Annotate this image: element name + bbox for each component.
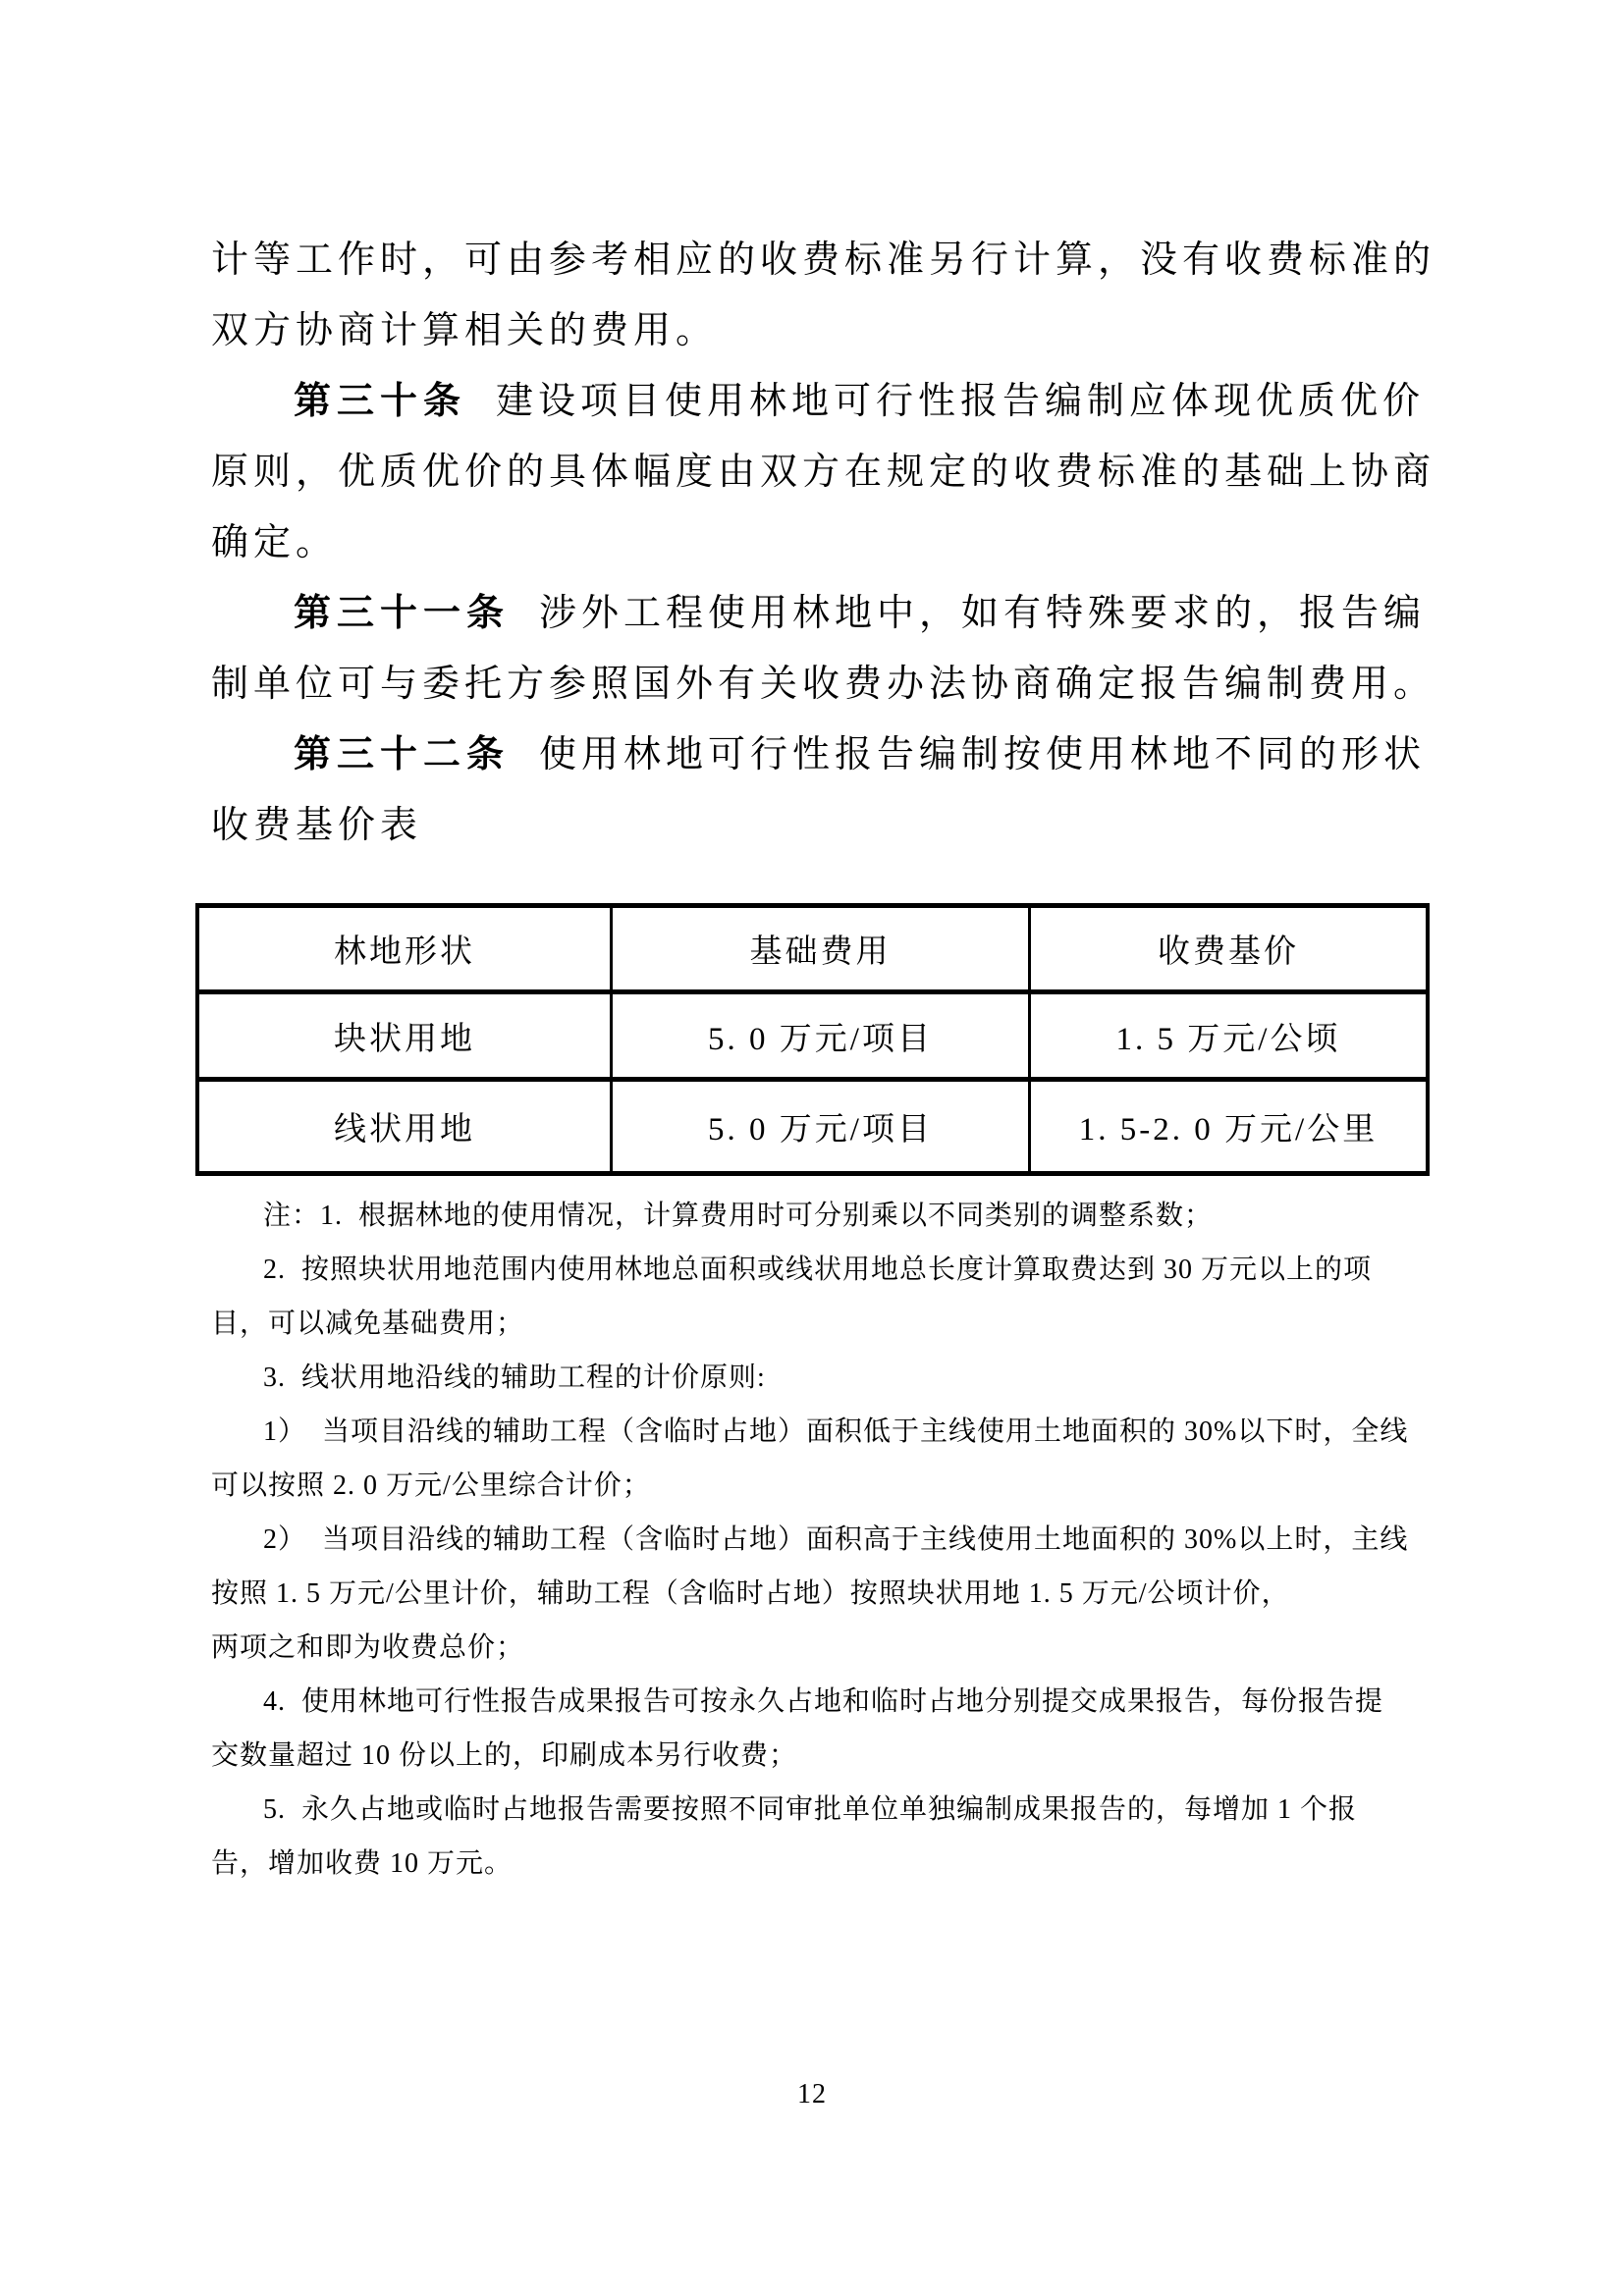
note-line: 2） 当项目沿线的辅助工程（含临时占地）面积高于主线使用土地面积的 30%以上时，主线 <box>263 1524 1409 1555</box>
body-paragraphs <box>211 225 1458 861</box>
paragraph-line <box>211 578 1458 649</box>
paragraph-line: 原则，优质优价的具体幅度由双方在规定的收费标准的基础上协商 <box>211 452 1436 493</box>
table-notes <box>211 1189 1468 1891</box>
note-line: 3. 线状用地沿线的辅助工程的计价原则: <box>263 1362 766 1393</box>
paragraph-text: 建设项目使用林地可行性报告编制应体现优质优价 <box>496 381 1426 422</box>
paragraph-line: 确定。 <box>211 522 339 563</box>
note-line: 告，增加收费 10 万元。 <box>211 1848 514 1879</box>
note-line: 按照 1. 5 万元/公里计价，辅助工程（含临时占地）按照块状用地 1. 5 万元/公顷计价， <box>211 1578 1290 1609</box>
table-cell: 线状用地 <box>199 1082 613 1171</box>
table-cell: 块状用地 <box>199 994 613 1082</box>
table-header-cell: 林地形状 <box>199 908 613 994</box>
article-number: 第三十一条 <box>294 593 511 634</box>
note-line: 两项之和即为收费总价； <box>211 1632 525 1663</box>
table-cell: 1. 5-2. 0 万元/公里 <box>1078 1112 1379 1148</box>
page-number: 12 <box>797 2079 827 2109</box>
note-line: 注：1. 根据林地的使用情况，计算费用时可分别乘以不同类别的调整系数； <box>263 1201 1214 1231</box>
paragraph-line: 计等工作时，可由参考相应的收费标准另行计算，没有收费标准的 <box>211 240 1436 281</box>
article-number: 第三十二条 <box>294 734 511 775</box>
table-header-cell: 基础费用 <box>613 908 1031 994</box>
note-line: 目，可以减免基础费用； <box>211 1308 525 1339</box>
article-number: 第三十条 <box>294 381 467 422</box>
note-line: 4. 使用林地可行性报告成果报告可按永久占地和临时占地分别提交成果报告，每份报告提 <box>263 1686 1384 1717</box>
note-line: 5. 永久占地或临时占地报告需要按照不同审批单位单独编制成果报告的，每增加 1 个报 <box>263 1794 1358 1825</box>
table-cell: 5. 0 万元/项目 <box>613 994 1031 1082</box>
paragraph-line <box>211 366 1458 437</box>
table-header-cell: 收费基价 <box>1031 908 1426 994</box>
table-title: 收费基价表 <box>211 805 423 846</box>
note-line: 可以按照 2. 0 万元/公里综合计价； <box>211 1470 651 1501</box>
note-line: 1） 当项目沿线的辅助工程（含临时占地）面积低于主线使用土地面积的 30%以下时，全线 <box>263 1416 1409 1447</box>
paragraph-text: 使用林地可行性报告编制按使用林地不同的形状 <box>539 734 1427 775</box>
table-cell: 5. 0 万元/项目 <box>613 1082 1031 1171</box>
table-cell: 1. 5 万元/公顷 <box>1031 994 1426 1082</box>
paragraph-line <box>211 720 1458 790</box>
paragraph-line: 双方协商计算相关的费用。 <box>211 310 719 351</box>
fee-base-price-table <box>195 903 1430 1176</box>
note-line: 2. 按照块状用地范围内使用林地总面积或线状用地总长度计算取费达到 30 万元以上的项 <box>263 1255 1373 1285</box>
paragraph-line: 制单位可与委托方参照国外有关收费办法协商确定报告编制费用。 <box>211 664 1436 705</box>
note-line: 交数量超过 10 份以上的，印刷成本另行收费； <box>211 1740 798 1771</box>
paragraph-text: 涉外工程使用林地中，如有特殊要求的，报告编 <box>539 593 1427 634</box>
